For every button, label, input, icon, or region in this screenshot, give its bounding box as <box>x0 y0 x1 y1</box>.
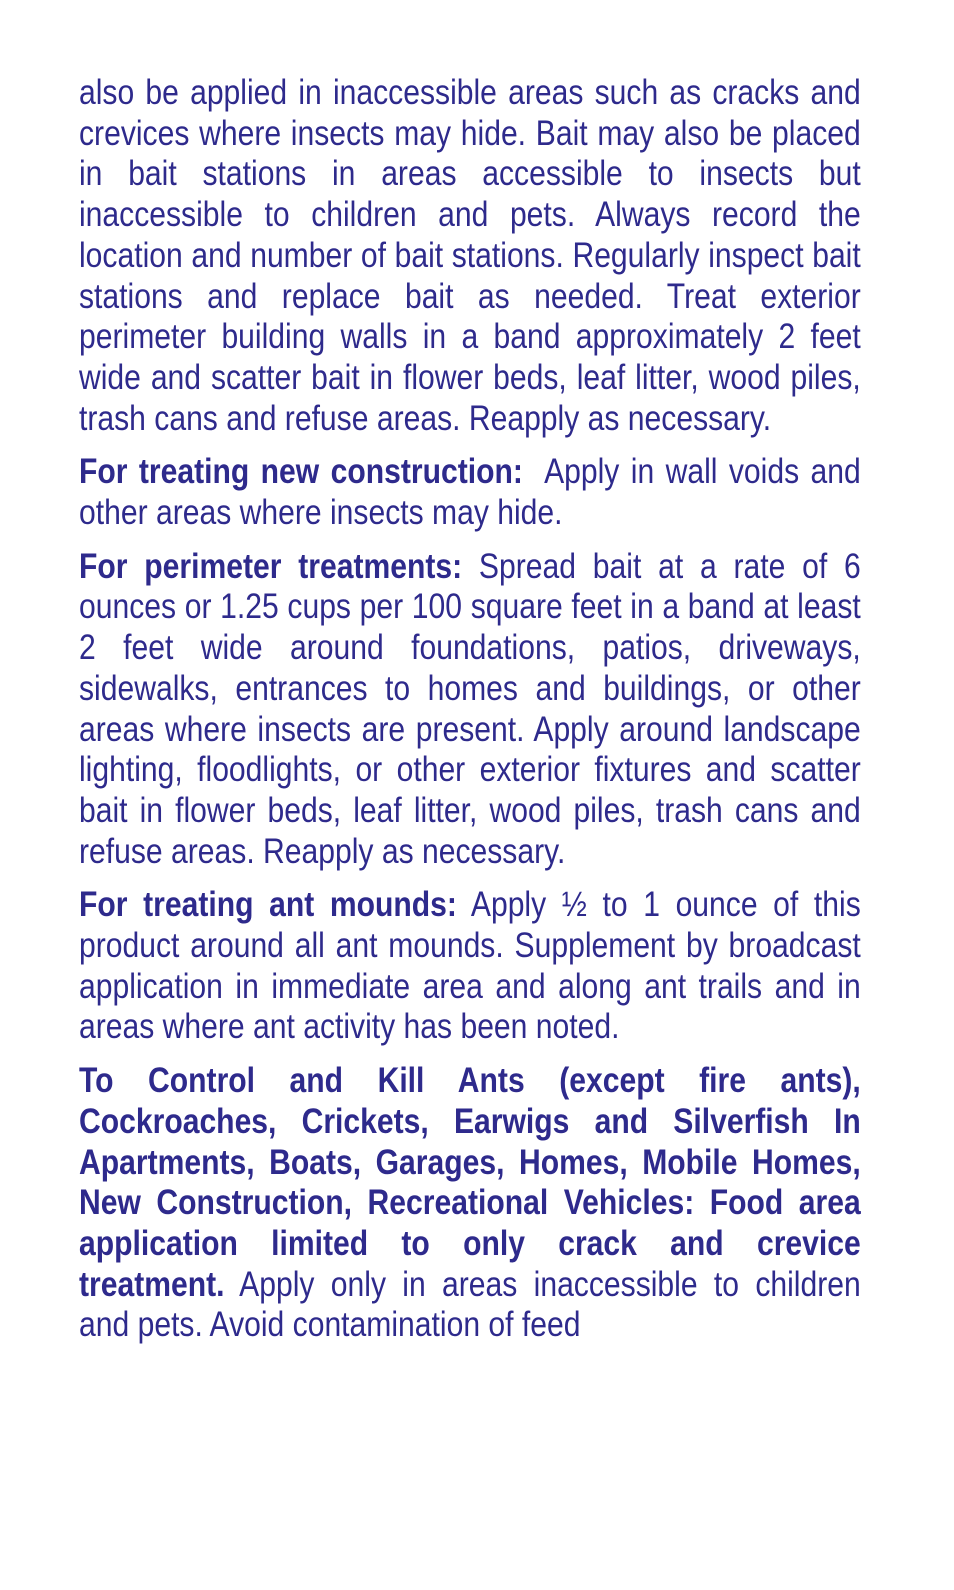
label-text-page <box>79 73 870 1359</box>
paragraph-body: also be applied in inaccessible areas such as cracks and crevices where insects may hide. Bait may also be placed in bait stations in areas accessible to insects but inaccessible to children and pets. Always record the location and number of bait stations. Regularly inspect bait stations and replace bait as needed. Treat exterior perimeter building walls in a band approximately 2 feet wide and scatter bait in flower beds, leaf litter, wood piles, trash cans and refuse areas. Reapply as necessary. <box>79 73 861 438</box>
paragraph-heading: For treating new construction: <box>79 452 523 492</box>
paragraph-body: Spread bait at a rate of 6 ounces or 1.25 cups per 100 square feet in a band at least 2 feet wide around foundations, patios, driveways, sidewalks, entrances to homes and buildings, or other areas where insects are present. Apply around landscape lighting, floodlights, or other exterior fixtures and scatter bait in flower beds, leaf litter, wood piles, trash cans and refuse areas. Reapply as necessary. <box>79 546 861 871</box>
paragraph-heading: For perimeter treatments: <box>79 546 463 586</box>
paragraph-body: Apply only in areas inaccessible to children and pets. Avoid contamination of feed <box>79 1264 861 1345</box>
paragraph-heading: For treating ant mounds: <box>79 885 457 925</box>
paragraph-body: Apply in wall voids and other areas where insects may hide. <box>79 452 870 533</box>
paragraph-control-and-kill <box>79 1061 861 1346</box>
paragraph-ant-mounds <box>79 885 861 1048</box>
paragraph-application-areas <box>79 73 861 439</box>
paragraph-body: Apply ½ to 1 ounce of this product around all ant mounds. Supplement by broadcast application in immediate area and along ant trails and in areas where ant activity has been noted. <box>79 885 861 1047</box>
paragraph-new-construction <box>79 452 870 533</box>
paragraph-heading: To Control and Kill Ants (except fire ants), Cockroaches, Crickets, Earwigs and Silverfish In Apartments, Boats, Garages, Homes, Mobile Homes, New Construction, Recreational Vehicles: Food area application limited to only crack and crevice treatment. <box>79 1061 861 1304</box>
paragraph-perimeter-treatments <box>79 547 861 873</box>
